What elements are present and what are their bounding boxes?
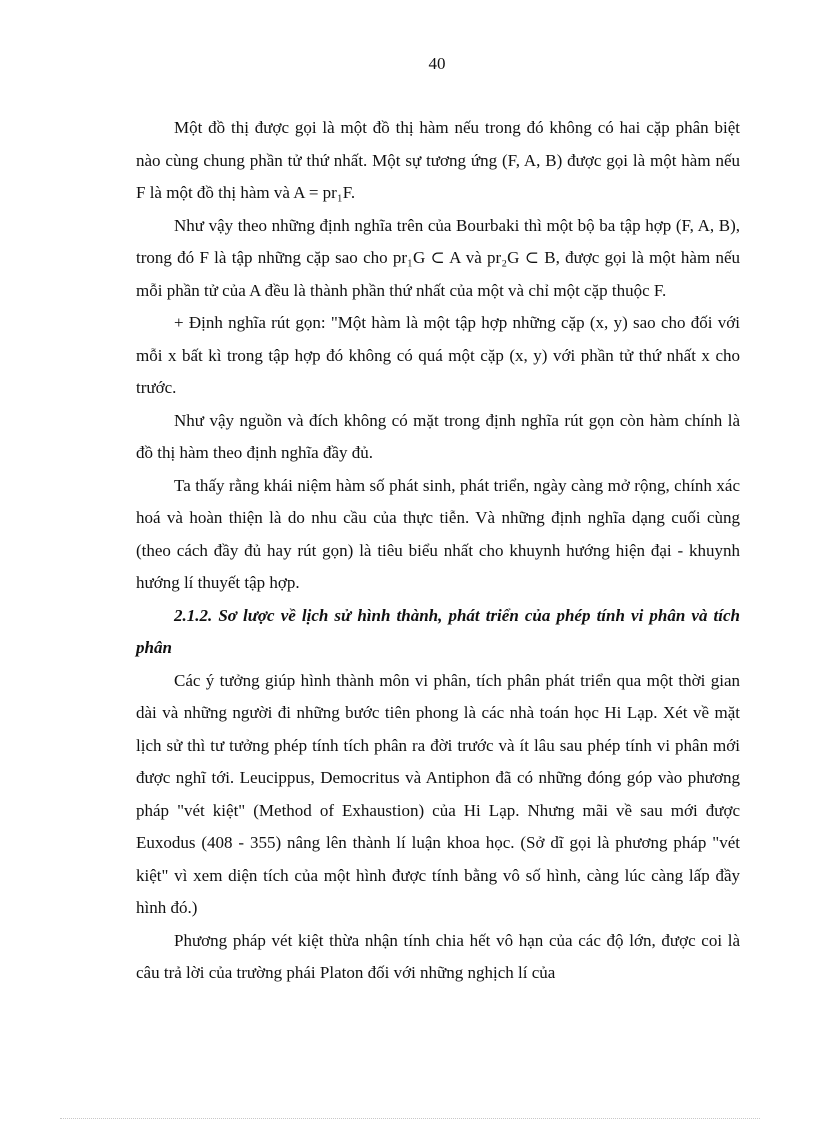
paragraph-exhaustion-method: Phương pháp vét kiệt thừa nhận tính chia hết vô hạn của các độ lớn, được coi là câu trả lời của trường phái Platon đối với những nghịch lí của — [136, 930, 740, 982]
bottom-divider — [60, 1118, 760, 1119]
paragraph-graph-function-definition: Một đồ thị được gọi là một đồ thị hàm nếu trong đó không có hai cặp phân biệt nào cùng chung phần tử thứ nhất. Một sự tương ứng (F, A, B) được gọi là một hàm nếu F là một đồ thị hàm và A = pr₁F. — [136, 118, 740, 202]
page-number: 40 — [428, 54, 446, 73]
section-heading: 2.1.2. Sơ lược về lịch sử hình thành, phát triển của phép tính vi phân và tích phân — [136, 605, 740, 657]
paragraph-short-definition: + Định nghĩa rút gọn: "Một hàm là một tập hợp những cặp (x, y) sao cho đối với mỗi x bất kì trong tập hợp đó không có quá một cặp (x, y) với phần tử thứ nhất x cho trước. — [136, 313, 740, 397]
page-content — [136, 112, 740, 990]
paragraph-source-target: Như vậy nguồn và đích không có mặt trong định nghĩa rút gọn còn hàm chính là đồ thị hàm theo định nghĩa đầy đủ. — [136, 410, 740, 462]
paragraph-concept-development: Ta thấy rằng khái niệm hàm số phát sinh, phát triển, ngày càng mở rộng, chính xác hoá và hoàn thiện là do nhu cầu của thực tiễn. Và những định nghĩa dạng cuối cùng (theo cách đầy đủ hay rút gọn) là tiêu biểu nhất cho khuynh hướng hiện đại - khuynh hướng lí thuyết tập hợp. — [136, 475, 740, 592]
paragraph-calculus-history: Các ý tưởng giúp hình thành môn vi phân, tích phân phát triển qua một thời gian dài và những người đi những bước tiên phong là các nhà toán học Hi Lạp. Xét về mặt lịch sử thì tư tưởng phép tính tích phân ra đời trước và ít lâu sau phép tính vi phân mới được nghĩ tới. Leucippus, Democritus và Antiphon đã có những đóng góp vào phương pháp "vét kiệt" (Method of Exhaustion) của Hi Lạp. Nhưng mãi về sau mới được Euxodus (408 - 355) nâng lên thành lí luận khoa học. (Sở dĩ gọi là phương pháp "vét kiệt" vì xem diện tích của một hình được tính bằng vô số hình, càng lúc càng lấp đầy hình đó.) — [136, 670, 740, 917]
paragraph-bourbaki-definition: Như vậy theo những định nghĩa trên của Bourbaki thì một bộ ba tập hợp (F, A, B), trong đó F là tập những cặp sao cho pr₁G ⊂ A và pr₂G ⊂ B, được gọi là một hàm nếu mỗi phần tử của A đều là thành phần thứ nhất của một và chỉ một cặp thuộc F. — [136, 215, 740, 300]
